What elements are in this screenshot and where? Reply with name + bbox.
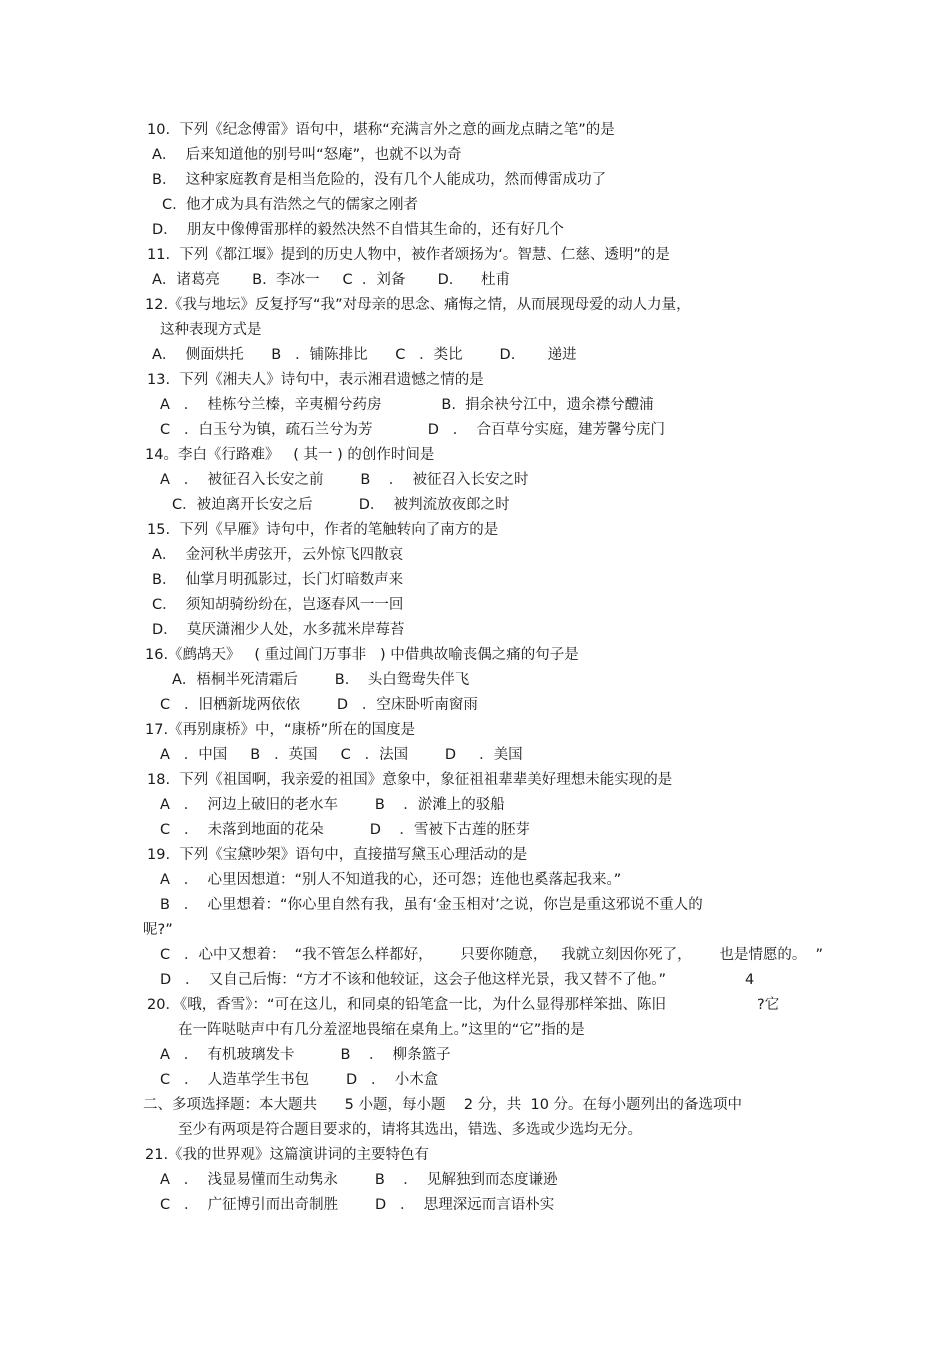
question-16-options-ab: A．梧桐半死清霜后 B. 头白鸳鸯失伴飞 — [172, 672, 470, 688]
question-15-option-b: B． 仙掌月明孤影过，长门灯暗数声来 — [152, 572, 404, 588]
question-11-options: A．诸葛亮 B. 李冰一 C ．刘备 D. 杜甫 — [152, 272, 511, 288]
question-19-stem: 19. 下列《宝黛吵架》语句中，直接描写黛玉心理活动的是 — [147, 847, 528, 863]
question-19-option-c: C ．心中又想着： “我不管怎么样都好， 只要你随意， 我就立刻因你死了， 也是情愿的。 ” — [160, 947, 824, 963]
question-14-options-cd: C．被迫离开长安之后 D． 被判流放夜郎之时 — [172, 497, 510, 513]
question-21-options-cd: C ． 广征博引而出奇制胜 D ． 思理深远而言语朴实 — [160, 1197, 555, 1213]
question-20-options-ab: A ． 有机玻璃发卡 B ． 柳条篮子 — [160, 1047, 451, 1063]
question-21-stem: 21.《我的世界观》这篇演讲词的主要特色有 — [145, 1147, 430, 1163]
question-11-stem: 11. 下列《都江堰》提到的历史人物中，被作者颂扬为‘。智慧、仁慈、透明”的是 — [147, 247, 670, 263]
question-13-options-ab: A ． 桂栋兮兰榛，辛夷楣兮药房 B. 捐余袂兮江中，遗余襟兮醴浦 — [160, 397, 654, 413]
question-18-stem: 18. 下列《祖国啊，我亲爱的祖国》意象中，象征祖祖辈辈美好理想未能实现的是 — [147, 772, 673, 788]
question-18-options-ab: A ． 河边上破旧的老水车 B ．淤滩上的驳船 — [160, 797, 505, 813]
question-20-stem-tail: ?它 — [757, 997, 780, 1013]
question-10-option-a: A． 后来知道他的别号叫“怒庵”，也就不以为奇 — [152, 147, 462, 163]
question-19-option-b-continued: 呢?” — [143, 922, 173, 938]
section-2-instructions: 至少有两项是符合题目要求的，请将其选出，错选、多选或少选均无分。 — [178, 1122, 642, 1138]
question-14-stem: 14。李白《行路难》 ( 其一 ) 的创作时间是 — [145, 447, 435, 463]
question-12-options: A． 侧面烘托 B ．铺陈排比 C ．类比 D. 递进 — [152, 347, 577, 363]
question-10-option-d: D． 朋友中像傅雷那样的毅然决然不自惜其生命的，还有好几个 — [152, 222, 564, 238]
question-17-options: A ．中国 B ．英国 C ．法国 D ．美国 — [160, 747, 523, 763]
page-number: 4 — [745, 972, 755, 988]
question-10-option-c: C. 他才成为具有浩然之气的儒家之刚者 — [162, 197, 418, 213]
question-15-stem: 15. 下列《早雁》诗句中，作者的笔触转向了南方的是 — [147, 522, 499, 538]
question-20-options-cd: C ． 人造革学生书包 D ． 小木盒 — [160, 1072, 439, 1088]
question-20-stem: 20．《哦，香雪》：“可在这儿，和同桌的铅笔盒一比，为什么显得那样笨拙、陈旧 — [147, 997, 666, 1013]
question-19-option-a: A ． 心里因想道：“别人不知道我的心，还可怨；连他也奚落起我来。” — [160, 872, 622, 888]
question-18-options-cd: C ． 未落到地面的花朵 D ．雪被下古莲的胚芽 — [160, 822, 530, 838]
question-17-stem: 17.《再别康桥》中，“康桥”所在的国度是 — [145, 722, 416, 738]
question-20-stem-continued: 在一阵哒哒声中有几分羞涩地畏缩在桌角上。”这里的“它”指的是 — [178, 1022, 585, 1038]
question-10-stem: 10. 下列《纪念傅雷》语句中，堪称“充满言外之意的画龙点睛之笔”的是 — [147, 122, 615, 138]
question-19-option-d: D ． 又自己后悔：“方才不该和他较证，这会子他这样光景，我又替不了他。” — [160, 972, 666, 988]
question-10-option-b: B． 这种家庭教育是相当危险的，没有几个人能成功，然而傅雷成功了 — [152, 172, 607, 188]
question-15-option-a: A． 金河秋半虏弦开，云外惊飞四散哀 — [152, 547, 404, 563]
question-15-option-d: D． 莫厌潇湘少人处，水多菰米岸莓苔 — [152, 622, 405, 638]
question-15-option-c: C． 须知胡骑纷纷在，岂逐春风一一回 — [152, 597, 404, 613]
question-14-options-ab: A ． 被征召入长安之前 B ． 被征召入长安之时 — [160, 472, 529, 488]
question-13-stem: 13. 下列《湘夫人》诗句中，表示湘君遗憾之情的是 — [147, 372, 484, 388]
question-21-options-ab: A ． 浅显易懂而生动隽永 B ． 见解独到而态度谦逊 — [160, 1172, 558, 1188]
section-2-heading: 二、多项选择题：本大题共 5 小题，每小题 2 分，共 10 分。在每小题列出的备选项中 — [143, 1097, 743, 1113]
question-12-stem: 12.《我与地坛》反复抒写“我”对母亲的思念、痛悔之情，从而展现母爱的动人力量， — [145, 297, 691, 313]
question-12-stem-continued: 这种表现方式是 — [160, 322, 262, 338]
question-16-stem: 16.《鹧鸪天》 ( 重过阊门万事非 ) 中借典故喻丧偶之痛的句子是 — [145, 647, 579, 663]
question-13-options-cd: C ．白玉兮为镇，疏石兰兮为芳 D ． 合百草兮实庭，建芳馨兮庑门 — [160, 422, 665, 438]
question-16-options-cd: C ．旧栖新垅两依依 D ．空床卧听南窗雨 — [160, 697, 478, 713]
question-19-option-b: B ． 心里想着：“你心里自然有我，虽有‘金玉相对’之说，你岂是重这邪说不重人的 — [160, 897, 703, 913]
